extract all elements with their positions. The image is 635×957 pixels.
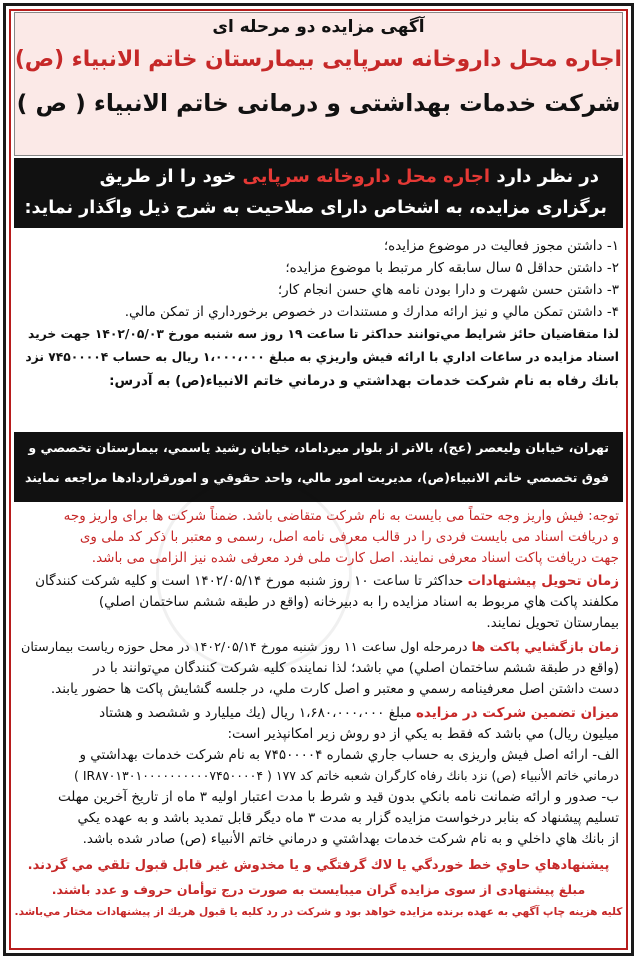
delivery-line: بيمارستان تحويل نمايند.: [486, 615, 619, 631]
company-title: شرکت خدمات بهداشتی و درمانی خاتم الانبیاء ( ص ): [16, 89, 621, 117]
advertisement: [3, 3, 634, 956]
guarantee-line: از بانك هاي داخلي و به نام شركت خدمات بهداشتي و درماني خاتم الأنبياء (ص) صادر شده باشد.: [82, 831, 619, 847]
title-box: [14, 12, 623, 156]
condition-item: ۳- داشتن حسن شهرت و دارا بودن نامه هاي حسن انجام كار؛: [277, 282, 619, 298]
note-line: توجه: فیش واریز وجه حتماً می بایست به نام شرکت متقاضی باشد. ضمناً شرکت ها برای واریز وجه: [63, 508, 619, 524]
subject-title: اجاره محل داروخانه سرپایی بیمارستان خاتم الانبیاء (ص): [14, 47, 622, 72]
opening-label: زمان بازگشايي پاکت ها: [471, 639, 619, 654]
purchase-line: بانك رفاه به نام شركت خدمات بهداشتي و درماني خاتم الانبياء(ص) به آدرس:: [109, 373, 619, 389]
address-line: تهران، خيابان وليعصر (عج)، بالاتر از بلوار ميرداماد، خيابان رشيد ياسمي، بيمارستان تخصصي و: [28, 440, 609, 455]
note-line: جهت دریافت پاکت اسناد معرفی نمایند. اصل کارت ملی فرد معرفی شده نیز الزامی می باشد.: [91, 550, 619, 566]
footer-line: كليه هزينه چاپ آگهي به عهده برنده مزايده خواهد بود و شركت در رد كليه يا قبول هريك از پيشنهادات مختار مي‌باشد.: [14, 906, 623, 918]
delivery-line: مکلفند پاکت هاي مربوط به اسناد مزايده را به دبيرخانه (واقع در طبقه ششم ساختمان اصلي): [98, 594, 619, 610]
footer-line: مبلغ پیشنهادی از سوی مزایده گران میبایست به صورت درج توأمان حروف و عدد باشند.: [51, 882, 586, 897]
guarantee-line: درماني خاتم الأنبياء (ص) نزد بانك رفاه كارگران شعبه خاتم كد ۱۷۷ ( IR۸۷۰۱۳۰۱۰۰۰۰۰۰۰۰۰۰۷۴۵۰۰۰۰۴ ): [73, 768, 619, 783]
guarantee-line: الف- ارائه اصل فیش واریزی به حساب جاري شماره ۷۴۵۰۰۰۰۴ به نام شرکت خدمات بهداشتي و: [79, 747, 619, 763]
delivery-line: زمان تحويل پيشنهادات حداکثر تا ساعت ۱۰ روز شنبه مورخ ۱۴۰۲/۰۵/۱۴ است و کليه شرکت کنندگان: [35, 573, 619, 589]
ad-type-title: آگهی مزایده دو مرحله ای: [212, 17, 425, 37]
purchase-line: اسناد مزایده در ساعات اداري با ارائه فيش واريزي به مبلغ ۱،۰۰۰،۰۰۰ ريال به حساب ۷۴۵۰۰۰۰۴ نزد: [25, 350, 619, 364]
opening-line: زمان بازگشايي پاکت ها درمرحله اول ساعت ۱۱ روز شنبه مورخ ۱۴۰۲/۰۵/۱۴ در محل حوزه رياست بيمارستان: [21, 639, 619, 654]
intro-line-1: در نظر دارد اجاره محل داروخانه سرپایی خود را از طریق: [99, 166, 599, 187]
note-line: و دریافت اسناد می بایست فردی را در قالب معرفی نامه اصل، رسمی و معتبر با ذکر کد ملی وی: [79, 529, 619, 545]
address-band: [14, 432, 623, 502]
condition-item: ۲- داشتن حداقل ۵ سال سابقه کار مرتبط با موضوع مزایده؛: [285, 260, 619, 276]
delivery-label: زمان تحويل پيشنهادات: [467, 573, 619, 589]
address-line: فوق تخصصي خاتم الانبياء(ص)، مديريت امور مالي، واحد حقوقي و امورقراردادها مراجعه نمايند: [24, 470, 609, 485]
footer-line: پيشنهادهاي حاوي خط خوردگي يا لاك گرفتگي و يا مخدوش غير قابل قبول تلقي مي گردند.: [27, 858, 610, 873]
condition-item: ۱- داشتن مجوز فعالیت در موضوع مزایده؛: [383, 238, 619, 254]
purchase-line: لذا متقاضیان حائز شرایط مي‌توانند حداكثر تا ساعت ۱۹ روز سه شنبه مورخ ۱۴۰۲/۰۵/۰۳ جهت خريد: [28, 327, 619, 341]
guarantee-line: ميليون ريال) مي باشد كه فقط به يكي از دو روش زير امكانپذير است:: [227, 726, 619, 742]
condition-item: ۴- داشتن تمکن مالي و نيز ارائه مدارك و مستندات در خصوص برخورداري از تمکن مالي.: [124, 304, 619, 320]
opening-line: دست داشتن اصل معرفينامه رسمي و معتبر و اصل کارت ملي، در جلسه گشايش پاکت ها حضور يابند.: [50, 681, 619, 697]
opening-line: (واقع در طبقة ششم ساختمان اصلي) مي باشد؛ لذا نماينده کليه شرکت کنندگان مي‌توانند با در: [93, 660, 619, 676]
guarantee-line: ب- صدور و ارائه ضمانت نامه بانكي بدون قيد و شرط با مدت اعتبار اوليه ۳ ماه از تاريخ آخرين مهلت: [57, 789, 619, 805]
guarantee-line: تسليم پيشنهاد كه بنابر درخواست مزايده گزار به مدت ۳ ماه ديگر قابل تمديد باشد و به عهده يكي: [77, 810, 619, 826]
guarantee-label: ميزان تضمين شرکت در مزايده: [415, 705, 619, 721]
guarantee-line: ميزان تضمين شرکت در مزايده مبلغ ۱،۶۸۰،۰۰۰،۰۰۰ ريال (يك ميليارد و ششصد و هشتاد: [99, 705, 619, 721]
intro-band: [14, 158, 623, 228]
intro-line-2: برگزاری مزایده، به اشخاص دارای صلاحیت به شرح ذیل واگذار نماید:: [24, 198, 607, 218]
